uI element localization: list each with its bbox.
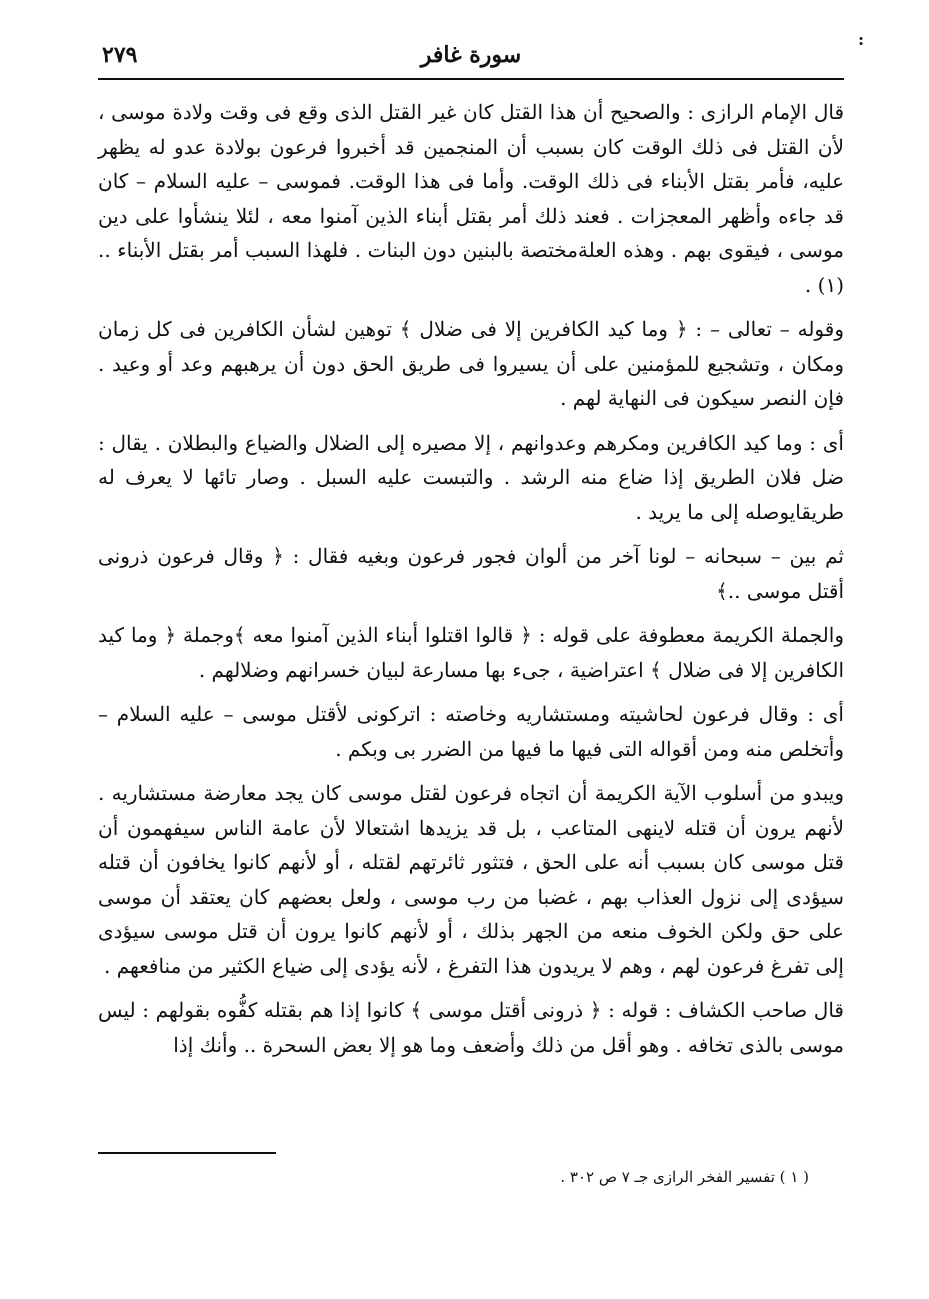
paragraph-razi-quote: قال الإمام الرازى : والصحيح أن هذا القتل كان غير القتل الذى وقع فى وقت ولادة موسى ، لأن القتل فى ذلك الوقت كان بسبب أن المنجمين قد أخبروا فرعون بولادة عدو له يظهر عليه، فأمر بقتل الأبناء فى ذلك الوقت. وأما فى هذا الوقت. فموسى – عليه السلام – كان قد جاءه وأظهر المعجزات . فعند ذلك أمر بقتل أبناء الذين آمنوا معه ، لئلا ينشأوا على دين موسى ، فيقوى بهم . وهذه العلةمختصة بالبنين دون البنات . فلهذا السبب أمر بقتل الأبناء ..(١) . (98, 100, 845, 297)
footnote: ( ١ ) تفسير الفخر الرازى جـ ٧ ص ٣٠٢ . (560, 1168, 809, 1186)
paragraph-grammar: والجملة الكريمة معطوفة على قوله : ﴿ قالوا اقتلوا أبناء الذين آمنوا معه ﴾وجملة ﴿ وما كيد الكافرين إلا فى ضلال ﴾ اعتراضية ، جىء بها مسارعة لبيان خسرانهم وضلالهم . (98, 623, 844, 682)
paragraph-kashshaf-quote: قال صاحب الكشاف : قوله : ﴿ ذرونى أقتل موسى ﴾ كانوا إذا هم بقتله كفُّوه بقولهم : ليس موسى بالذى تخافه . وهو أقل من ذلك وأضعف وما هو إلا بعض السحرة .. وأنك إذا (98, 998, 844, 1057)
paragraph-pharaoh-speech: ثم بين – سبحانه – لونا آخر من ألوان فجور فرعون وبغيه فقال : ﴿ وقال فرعون ذرونى أقتل موسى ..﴾ (98, 544, 844, 603)
page-body (98, 95, 844, 1072)
page-header (98, 30, 864, 80)
paragraph-explanation: أى : وقال فرعون لحاشيته ومستشاريه وخاصته : اتركونى لأقتل موسى – عليه السلام – وأتخلص منه ومن أقواله التى فيها ما فيها من الضرر بى وبكم . (98, 702, 844, 761)
paragraph-verse-commentary: وقوله – تعالى – : ﴿ وما كيد الكافرين إلا فى ضلال ﴾ توهين لشأن الكافرين فى كل زمان ومكان ، وتشجيع للمؤمنين على أن يسيروا فى طريق الحق دون أن يرهبهم وعد أو وعيد . فإن النصر سيكون فى النهاية لهم . (98, 317, 844, 410)
surah-title: سورة غافر (420, 42, 522, 68)
corner-mark: : (858, 30, 864, 49)
footnote-divider (98, 1152, 276, 1154)
paragraph-meaning: أى : وما كيد الكافرين ومكرهم وعدوانهم ، إلا مصيره إلى الضلال والضياع والبطلان . يقال : ضل فلان الطريق إذا ضاع منه الرشد . والتبست عليه السبل . وصار تائها لا يعرف له طريقايوصله إلى ما يريد . (98, 430, 844, 524)
page-number: ٢٧٩ (102, 42, 138, 68)
paragraph-analysis: ويبدو من أسلوب الآية الكريمة أن اتجاه فرعون لقتل موسى كان يجد معارضة مستشاريه . لأنهم يرون أن قتله لاينهى المتاعب ، بل قد يزيدها اشتعالا لأن عامة الناس سيفهمون أن قتل موسى كان بسبب أنه على الحق ، فتثور ثائرتهم لقتله ، أو لأنهم كانوا يخافون أن قتله سيؤدى إلى نزول العذاب بهم ، غضبا من رب موسى ، ولعل بعضهم كان يعتقد أن موسى على حق ولكن الخوف منعه من الجهر بذلك ، أو لأنهم كانوا يرون أن قتل موسى سيؤدى إلى تفرغ فرعون لهم ، وهم لا يريدون هذا التفرغ ، لأنه يؤدى إلى ضياع الكثير من منافعهم . (98, 781, 844, 978)
